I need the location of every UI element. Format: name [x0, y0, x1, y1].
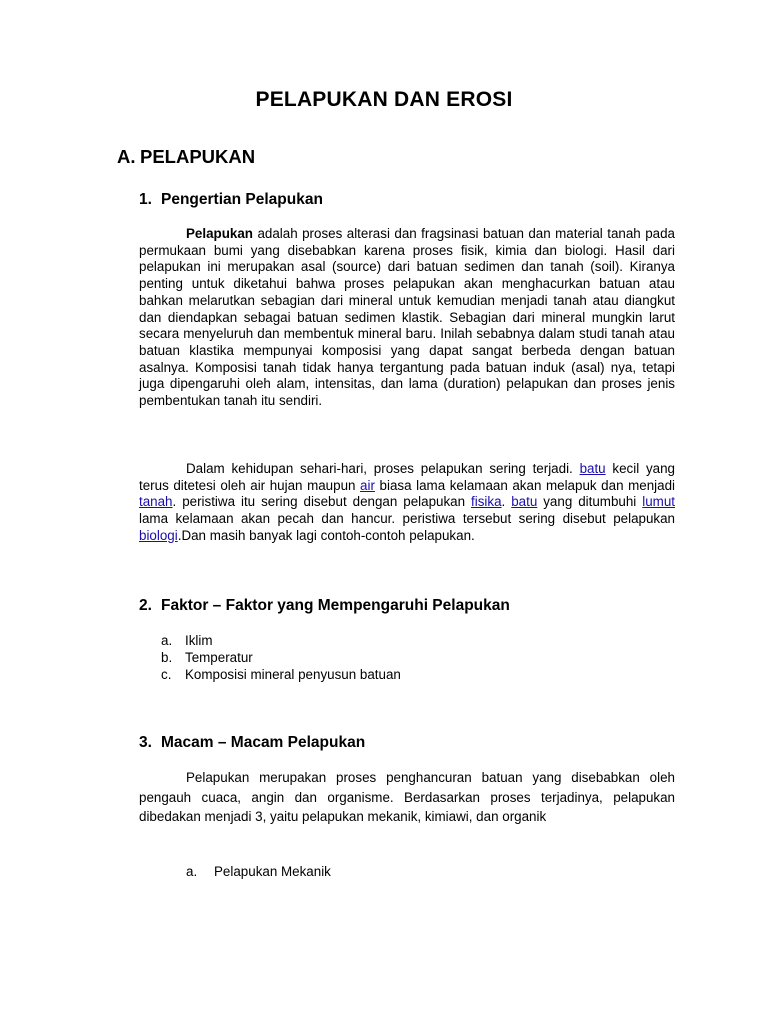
paragraph-text: lama kelamaan akan pecah dan hancur. peristiwa tersebut sering disebut pelapukan: [139, 511, 675, 527]
subheading-label: Macam – Macam Pelapukan: [161, 734, 366, 751]
link-air[interactable]: air: [360, 477, 375, 493]
paragraph-text: kecil yang terus ditetesi oleh air hujan maupun: [139, 461, 675, 493]
subheading-macam: [139, 734, 365, 752]
list-marker: b.: [161, 650, 173, 665]
subheading-number: 3.: [139, 734, 152, 751]
document-title: PELAPUKAN DAN EROSI: [255, 88, 513, 111]
paragraph-text: adalah proses alterasi dan fragsinasi batuan dan material tanah pada permukaan bumi yang disebabkan karena proses fisik, kimia dan biologi. Hasil dari pelapukan ini merupakan asal (source) dari batuan sedimen dan tanah (soil). Kiranya penting untuk diketahui bahwa proses pelapukan akan menghacurkan batuan atau bahkan melarutkan sebagian dari mineral untuk kemudian menjadi tanah atau diangkut dan diendapkan sebagai batuan sedimen klastik. Sebagian dari mineral mungkin larut secara menyeluruh dan membentuk mineral baru. Inilah sebabnya dalam studi tanah atau batuan klastika mempunyai komposisi yang dapat sangat berbeda dengan batuan asalnya. Komposisi tanah tidak hanya tergantung pada batuan induk (asal) nya, tetapi juga dipengaruhi oleh alam, intensitas, dan lama (duration) pelapukan dan proses jenis pembentukan tanah itu sendiri.: [139, 226, 675, 409]
paragraph-text: yang ditumbuhi: [537, 494, 643, 510]
subheading-label: Faktor – Faktor yang Mempengaruhi Pelapukan: [161, 597, 510, 614]
paragraph-text: biasa lama kelamaan akan melapuk dan menjadi: [374, 477, 675, 493]
paragraph-text: . peristiwa itu sering disebut dengan pelapukan: [172, 494, 472, 510]
paragraph-text: Dalam kehidupan sehari-hari, proses pelapukan sering terjadi.: [186, 461, 580, 476]
section-number: A.: [117, 146, 136, 167]
subheading-faktor: [139, 597, 510, 615]
list-item: [161, 649, 401, 666]
section-heading-a: [117, 146, 255, 168]
paragraph-examples: [139, 461, 675, 545]
paragraph-text: .: [501, 494, 512, 510]
subheading-number: 2.: [139, 597, 152, 614]
list-text: Iklim: [185, 633, 213, 648]
list-text: Komposisi mineral penyusun batuan: [185, 667, 401, 682]
list-marker: a.: [161, 633, 173, 648]
list-text: Pelapukan Mekanik: [214, 864, 331, 879]
factor-list: [161, 632, 401, 683]
list-text: Temperatur: [185, 650, 253, 665]
link-batu[interactable]: batu: [579, 461, 606, 476]
subheading-pengertian: [139, 191, 323, 209]
link-tanah[interactable]: tanah: [139, 494, 173, 510]
section-label: PELAPUKAN: [140, 146, 256, 167]
list-item: [161, 666, 401, 683]
subheading-number: 1.: [139, 191, 152, 208]
list-marker: a.: [186, 864, 198, 879]
term-pelapukan: Pelapukan: [186, 226, 253, 241]
paragraph-definition: [139, 226, 675, 410]
link-lumut[interactable]: lumut: [642, 494, 675, 510]
subheading-label: Pengertian Pelapukan: [161, 191, 323, 208]
types-list-item: [186, 864, 331, 879]
link-biologi[interactable]: biologi: [139, 527, 178, 543]
link-batu-2[interactable]: batu: [511, 494, 538, 510]
list-marker: c.: [161, 667, 172, 682]
list-item: [161, 632, 401, 649]
link-fisika[interactable]: fisika: [471, 494, 502, 510]
paragraph-text: .Dan masih banyak lagi contoh-contoh pelapukan.: [177, 527, 475, 543]
paragraph-types-intro: Pelapukan merupakan proses penghancuran batuan yang disebabkan oleh pengauh cuaca, angin dan organisme. Berdasarkan proses terjadinya, pelapukan dibedakan menjadi 3, yaitu pelapukan mekanik, kimiawi, dan organik: [139, 770, 675, 824]
